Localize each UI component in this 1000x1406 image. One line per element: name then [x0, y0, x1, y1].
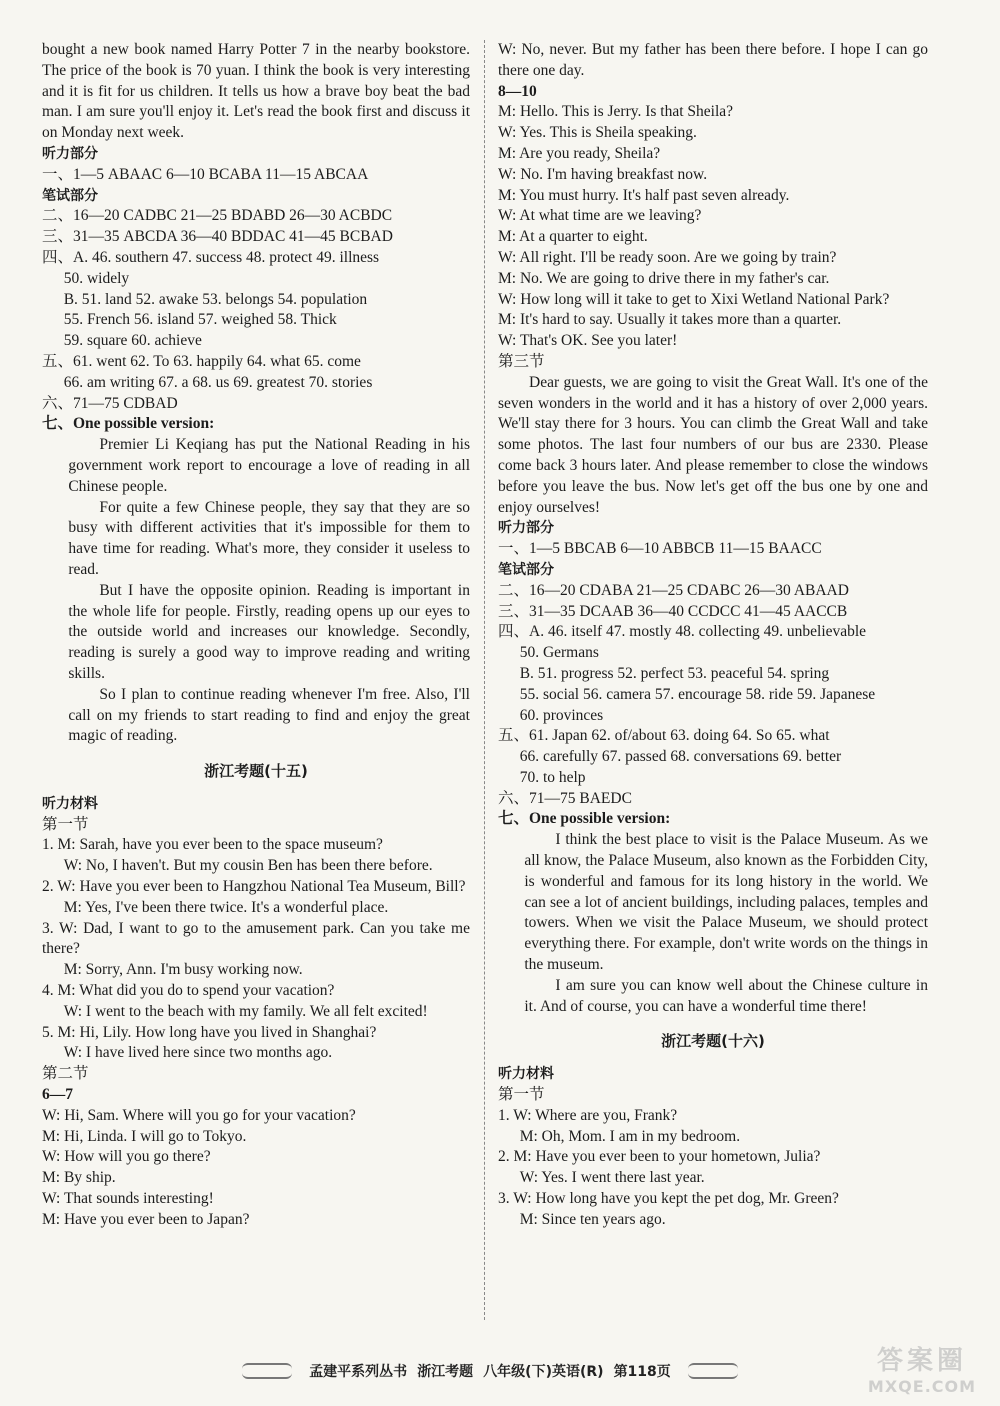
answer-line-7: 七、One possible version:: [42, 415, 215, 433]
part-label: 第一节: [498, 1086, 545, 1104]
dialogue-line: M: Have you ever been to Japan?: [42, 1210, 250, 1228]
dialogue-line: 2. W: Have you ever been to Hangzhou National Tea Museum, Bill?: [42, 878, 466, 896]
dialogue-line: M: At a quarter to eight.: [498, 228, 648, 246]
listening-header: 听力部分: [498, 520, 554, 537]
dialogue-line: M: Are you ready, Sheila?: [498, 144, 661, 162]
dialogue-line: 1. M: Sarah, have you ever been to the space museum?: [42, 836, 383, 854]
dialogue-line: W: All right. I'll be ready soon. Are we going by train?: [498, 248, 837, 266]
dialogue-line: W: No, I haven't. But my cousin Ben has been there before.: [63, 857, 433, 875]
answer-line-4b2: 55. French 56. island 57. weighed 58. Thick: [63, 311, 337, 329]
answer-line-4b3: 59. square 60. achieve: [63, 332, 202, 350]
dialogue-line: 2. M: Have you ever been to your hometown, Julia?: [498, 1148, 821, 1166]
answer-line-2: 二、16—20 CADBC 21—25 BDABD 26—30 ACBDC: [42, 207, 393, 225]
footer-series: 孟建平系列丛书: [309, 1364, 408, 1380]
answer-line-7: 七、One possible version:: [498, 810, 671, 828]
dialogue-line: W: Hi, Sam. Where will you go for your vacation?: [42, 1106, 356, 1124]
dialogue-line: W: How will you go there?: [42, 1148, 211, 1166]
dialogue-line: 4. M: What did you do to spend your vacation?: [42, 982, 335, 1000]
answer-line-5b: 66. am writing 67. a 68. us 69. greatest 70. stories: [63, 373, 373, 391]
dialogue-line: M: It's hard to say. Usually it takes more than a quarter.: [498, 311, 842, 329]
dialogue-line: M: By ship.: [42, 1169, 116, 1187]
dialogue-line: W: How long will it take to get to Xixi Wetland National Park?: [498, 290, 890, 308]
footer-book: 浙江考题: [417, 1364, 474, 1380]
answer-line-5b: 66. carefully 67. passed 68. conversations 69. better: [519, 748, 842, 766]
answer-line-5c: 70. to help: [519, 768, 586, 786]
dialogue-line: W: That sounds interesting!: [42, 1190, 214, 1208]
answer-line-4a: 四、A. 46. southern 47. success 48. protect 49. illness: [42, 248, 380, 266]
essay-paragraph: But I have the opposite opinion. Reading is important in the whole life for people. Firstly, reading opens up our eyes to the outside world and increases our knowledge. Secondly, reading is surely a good way to improve reading and writing skills.: [68, 581, 470, 682]
exam-title-16: 浙江考题(十六): [661, 1032, 765, 1051]
answer-line-6: 六、71—75 BAEDC: [498, 789, 632, 807]
answer-line-3: 三、31—35 DCAAB 36—40 CCDCC 41—45 AACCB: [498, 602, 848, 620]
dialogue-line: M: You must hurry. It's half past seven already.: [498, 186, 790, 204]
essay-block: [498, 830, 928, 1017]
answer-line-4b2: 55. social 56. camera 57. encourage 58. ride 59. Japanese: [519, 685, 876, 703]
dialogue-line: W: No, never. But my father has been there before. I hope I can go there one day.: [498, 41, 928, 79]
dialogue-line: M: No. We are going to drive there in my father's car.: [498, 269, 830, 287]
essay-paragraph: I think the best place to visit is the Palace Museum. As we all know, the Palace Museum, also known as the Forbidden City, is wonderful and famous for its long history in the world. We can see a lot of ancient buildings, including palaces, temples and towers. When we visit the Palace Museum, we should protect everything there. For example, don't write words on the things in the museum.: [524, 831, 928, 974]
dialogue-line: 3. W: How long have you kept the pet dog, Mr. Green?: [498, 1190, 839, 1208]
answer-line-1: 一、1—5 BBCAB 6—10 ABBCB 11—15 BAACC: [498, 540, 822, 558]
intro-paragraph: bought a new book named Harry Potter 7 in the nearby bookstore. The price of the book is 70 yuan. I think the book is very interesting and it is fit for us children. It tells us how a brave boy beat the bad man. I am sure you'll enjoy it. Let's read the book first and discuss it on Monday next week.: [42, 41, 470, 142]
essay-paragraph: So I plan to continue reading whenever I'm free. Also, I'll call on my friends to start reading to find and enjoy the great magic of reading.: [68, 685, 470, 745]
answer-line-4b3: 60. provinces: [519, 706, 604, 724]
dialogue-line: M: Oh, Mom. I am in my bedroom.: [519, 1127, 741, 1145]
dialogue-line: 3. W: Dad, I want to go to the amusement park. Can you take me there?: [42, 919, 470, 958]
part-label: 第三节: [498, 352, 545, 370]
material-header: 听力材料: [42, 795, 98, 812]
page-footer: [185, 1358, 795, 1384]
part-label: 第二节: [42, 1065, 89, 1083]
watermark-top: 答案圈: [876, 1346, 967, 1376]
dialogue-line: M: Yes, I've been there twice. It's a wonderful place.: [63, 898, 389, 916]
material-header: 听力材料: [498, 1066, 554, 1083]
footer-grade: 八年级(下)英语(R): [483, 1364, 604, 1380]
dialogue-line: M: Hello. This is Jerry. Is that Sheila?: [498, 103, 734, 121]
left-column: [42, 40, 470, 1231]
watermark-bottom: MXQE.COM: [867, 1377, 977, 1396]
part-label: 第一节: [42, 815, 89, 833]
watermark-logo: [852, 1340, 992, 1400]
answer-line-5a: 五、61. went 62. To 63. happily 64. what 65. come: [42, 352, 361, 370]
footer-ornament-left: [242, 1363, 292, 1379]
dialogue-line: W: I went to the beach with my family. We all felt excited!: [63, 1002, 428, 1020]
dialogue-line: 1. W: Where are you, Frank?: [498, 1106, 678, 1124]
listening-header: 听力部分: [42, 145, 98, 162]
dialogue-line: W: I have lived here since two months ago.: [63, 1044, 333, 1062]
dialogue-line: M: Hi, Linda. I will go to Tokyo.: [42, 1127, 247, 1145]
written-header: 笔试部分: [498, 561, 554, 578]
dialogue-line: M: Since ten years ago.: [519, 1210, 666, 1228]
exam-title-15: 浙江考题(十五): [204, 762, 308, 781]
dialogue-line: W: At what time are we leaving?: [498, 207, 702, 225]
dialogue-line: W: Yes. This is Sheila speaking.: [498, 124, 697, 142]
essay-paragraph: For quite a few Chinese people, they say that they are so busy with different activities that it's impossible for them to have time for reading. What's more, they consider it useless to read.: [68, 498, 470, 578]
right-column: [498, 40, 928, 1231]
answer-line-2: 二、16—20 CDABA 21—25 CDABC 26—30 ABAAD: [498, 581, 849, 599]
footer-ornament-right: [688, 1363, 738, 1379]
range-label: 6—7: [42, 1086, 73, 1104]
guide-paragraph: Dear guests, we are going to visit the Great Wall. It's one of the seven wonders in the world and it has a history of over 2,000 years. We'll stay there for 3 hours. You can climb the Great Wall and take some photos. The last four numbers of our bus are 2330. Please come back 3 hours later. And please remember to close the windows before you leave the bus. Now let's get off the bus one by one and enjoy ourselves!: [498, 373, 928, 516]
dialogue-line: W: Yes. I went there last year.: [519, 1169, 705, 1187]
written-header: 笔试部分: [42, 187, 98, 204]
answer-line-4b1: B. 51. land 52. awake 53. belongs 54. population: [63, 290, 368, 308]
answer-line-4a2: 50. widely: [63, 269, 130, 287]
answer-line-4a2: 50. Germans: [519, 644, 599, 662]
answer-line-6: 六、71—75 CDBAD: [42, 394, 178, 412]
essay-block: [42, 435, 470, 747]
dialogue-line: W: That's OK. See you later!: [498, 332, 678, 350]
dialogue-line: 5. M: Hi, Lily. How long have you lived in Shanghai?: [42, 1023, 377, 1041]
dialogue-line: W: No. I'm having breakfast now.: [498, 165, 708, 183]
column-divider: [484, 40, 485, 1320]
answer-line-1: 一、1—5 ABAAC 6—10 BCABA 11—15 ABCAA: [42, 165, 369, 183]
answer-line-4b1: B. 51. progress 52. perfect 53. peaceful 54. spring: [519, 664, 830, 682]
answer-line-5a: 五、61. Japan 62. of/about 63. doing 64. So 65. what: [498, 727, 830, 745]
answer-line-3: 三、31—35 ABCDA 36—40 BDDAC 41—45 BCBAD: [42, 228, 393, 246]
essay-paragraph: I am sure you can know well about the Chinese culture in it. And of course, you can have a wonderful time there!: [524, 976, 928, 1015]
footer-page-number: 第118页: [613, 1364, 671, 1380]
essay-paragraph: Premier Li Keqiang has put the National Reading in his government work report to encourage a love of reading in all Chinese people.: [68, 436, 470, 495]
range-label: 8—10: [498, 82, 537, 100]
answer-line-4a: 四、A. 46. itself 47. mostly 48. collecting 49. unbelievable: [498, 623, 867, 641]
dialogue-line: M: Sorry, Ann. I'm busy working now.: [63, 961, 303, 979]
